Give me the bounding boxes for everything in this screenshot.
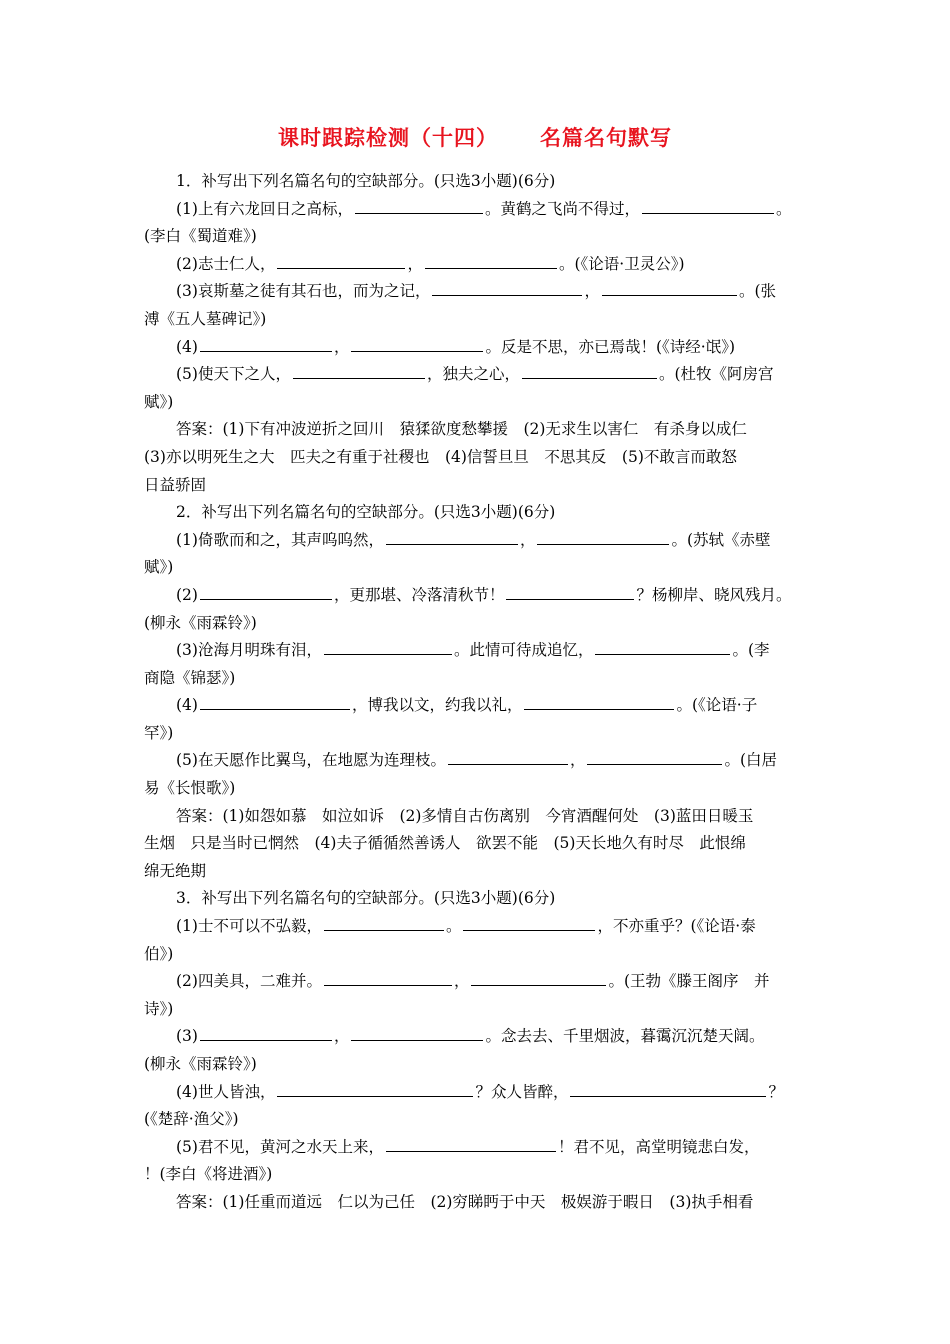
q2-item3-source: 商隐《锦瑟》) (144, 668, 236, 687)
q2-item1-source: 赋》) (144, 558, 174, 577)
q2-item3: (3)沧海月明珠有泪， 。此情可待成追忆， 。(李 (144, 637, 810, 665)
q2-answer-line1: 答案：(1)如怨如慕 如泣如诉 (2)多情自古伤离别 今宵酒醒何处 (3)蓝田日暖玉 (176, 806, 754, 825)
q2-item4-source: 罕》) (144, 723, 174, 742)
q1-item5: (5)使天下之人， ，独夫之心， 。(杜牧《阿房宫 (144, 361, 810, 389)
answer-blank[interactable] (277, 1080, 473, 1097)
q1-item5-source: 赋》) (144, 392, 174, 411)
q1-answer-line3: 日益骄固 (144, 475, 207, 494)
answer-blank[interactable] (570, 1080, 766, 1097)
q1-item1: (1)上有六龙回日之高标， 。黄鹤之飞尚不得过， 。 (144, 196, 810, 224)
answer-blank[interactable] (642, 197, 774, 214)
q3-stem: 3．补写出下列名篇名句的空缺部分。(只选3小题)(6分) (176, 889, 556, 908)
answer-blank[interactable] (425, 252, 557, 269)
q2-item4: (4) ，博我以文，约我以礼， 。(《论语·子 (144, 692, 810, 720)
q2-answer-line3: 绵无绝期 (144, 861, 207, 880)
answer-blank[interactable] (351, 335, 483, 352)
q2-answer-line2: 生烟 只是当时已惘然 (4)夫子循循然善诱人 欲罢不能 (5)天长地久有时尽 此恨绵 (144, 834, 746, 853)
q3-item2-source: 诗》) (144, 999, 174, 1018)
q1-item4: (4) ， 。反是不思，亦已焉哉！(《诗经·氓》) (144, 334, 810, 362)
answer-blank[interactable] (324, 914, 444, 931)
answer-blank[interactable] (506, 583, 634, 600)
page-title (0, 122, 950, 152)
document-body (144, 168, 810, 1217)
q3-item5: (5)君不见，黄河之水天上来， ！君不见，高堂明镜悲白发， (144, 1134, 810, 1162)
q1-item3: (3)哀斯墓之徒有其石也，而为之记， ， 。(张 (144, 278, 810, 306)
answer-blank[interactable] (471, 969, 606, 986)
q3-item4: (4)世人皆浊， ？众人皆醉， ？ (144, 1079, 810, 1107)
q2-item5-source: 易《长恨歌》) (144, 779, 236, 798)
answer-blank[interactable] (522, 362, 657, 379)
answer-blank[interactable] (277, 252, 405, 269)
q3-item1-source: 伯》) (144, 944, 174, 963)
q3-answer-line1: 答案：(1)任重而道远 仁以为己任 (2)穷睇眄于中天 极娱游于暇日 (3)执手相看 (176, 1192, 754, 1211)
q2-item1: (1)倚歌而和之，其声呜呜然， ， 。(苏轼《赤壁 (144, 527, 810, 555)
q1-item3-source: 溥《五人墓碑记》) (144, 309, 267, 328)
answer-blank[interactable] (463, 914, 595, 931)
answer-blank[interactable] (386, 528, 518, 545)
answer-blank[interactable] (200, 1024, 332, 1041)
answer-blank[interactable] (602, 279, 737, 296)
q3-item5-source: ！(李白《将进酒》) (144, 1165, 273, 1184)
title-part1: 课时跟踪检测（十四） (278, 126, 498, 150)
q1-item1-source: (李白《蜀道难》) (144, 227, 257, 246)
answer-blank[interactable] (524, 693, 674, 710)
answer-blank[interactable] (587, 748, 722, 765)
answer-blank[interactable] (355, 197, 483, 214)
q3-item4-source: (《楚辞·渔父》) (144, 1110, 239, 1129)
q2-item2: (2) ，更那堪、冷落清秋节！ ？杨柳岸、晓风残月。 (144, 582, 810, 610)
title-part2: 名篇名句默写 (540, 126, 672, 150)
answer-blank[interactable] (595, 638, 730, 655)
q1-stem: 1．补写出下列名篇名句的空缺部分。(只选3小题)(6分) (176, 172, 556, 190)
answer-blank[interactable] (293, 362, 425, 379)
answer-blank[interactable] (200, 335, 332, 352)
q2-item2-source: (柳永《雨霖铃》) (144, 613, 257, 632)
answer-blank[interactable] (200, 583, 332, 600)
q1-answer-line2: (3)亦以明死生之大 匹夫之有重于社稷也 (4)信誓旦旦 不思其反 (5)不敢言而敢怒 (144, 447, 737, 466)
answer-blank[interactable] (448, 748, 568, 765)
answer-blank[interactable] (432, 279, 582, 296)
q3-item1: (1)士不可以不弘毅， 。 ，不亦重乎？(《论语·泰 (144, 913, 810, 941)
q2-item5: (5)在天愿作比翼鸟，在地愿为连理枝。 ， 。(白居 (144, 747, 810, 775)
answer-blank[interactable] (324, 638, 452, 655)
q1-answer-line1: 答案：(1)下有冲波逆折之回川 猿猱欲度愁攀援 (2)无求生以害仁 有杀身以成仁 (176, 420, 747, 439)
answer-blank[interactable] (537, 528, 669, 545)
q1-item2: (2)志士仁人， ， 。(《论语·卫灵公》) (144, 251, 810, 279)
q3-item3-source: (柳永《雨霖铃》) (144, 1055, 257, 1073)
answer-blank[interactable] (200, 693, 350, 710)
answer-blank[interactable] (351, 1024, 483, 1041)
answer-blank[interactable] (386, 1135, 556, 1152)
q3-item3: (3) ， 。念去去、千里烟波，暮霭沉沉楚天阔。 (144, 1023, 810, 1051)
q3-item2: (2)四美具，二难并。 ， 。(王勃《滕王阁序 并 (144, 968, 810, 996)
q2-stem: 2．补写出下列名篇名句的空缺部分。(只选3小题)(6分) (176, 503, 556, 522)
answer-blank[interactable] (324, 969, 452, 986)
